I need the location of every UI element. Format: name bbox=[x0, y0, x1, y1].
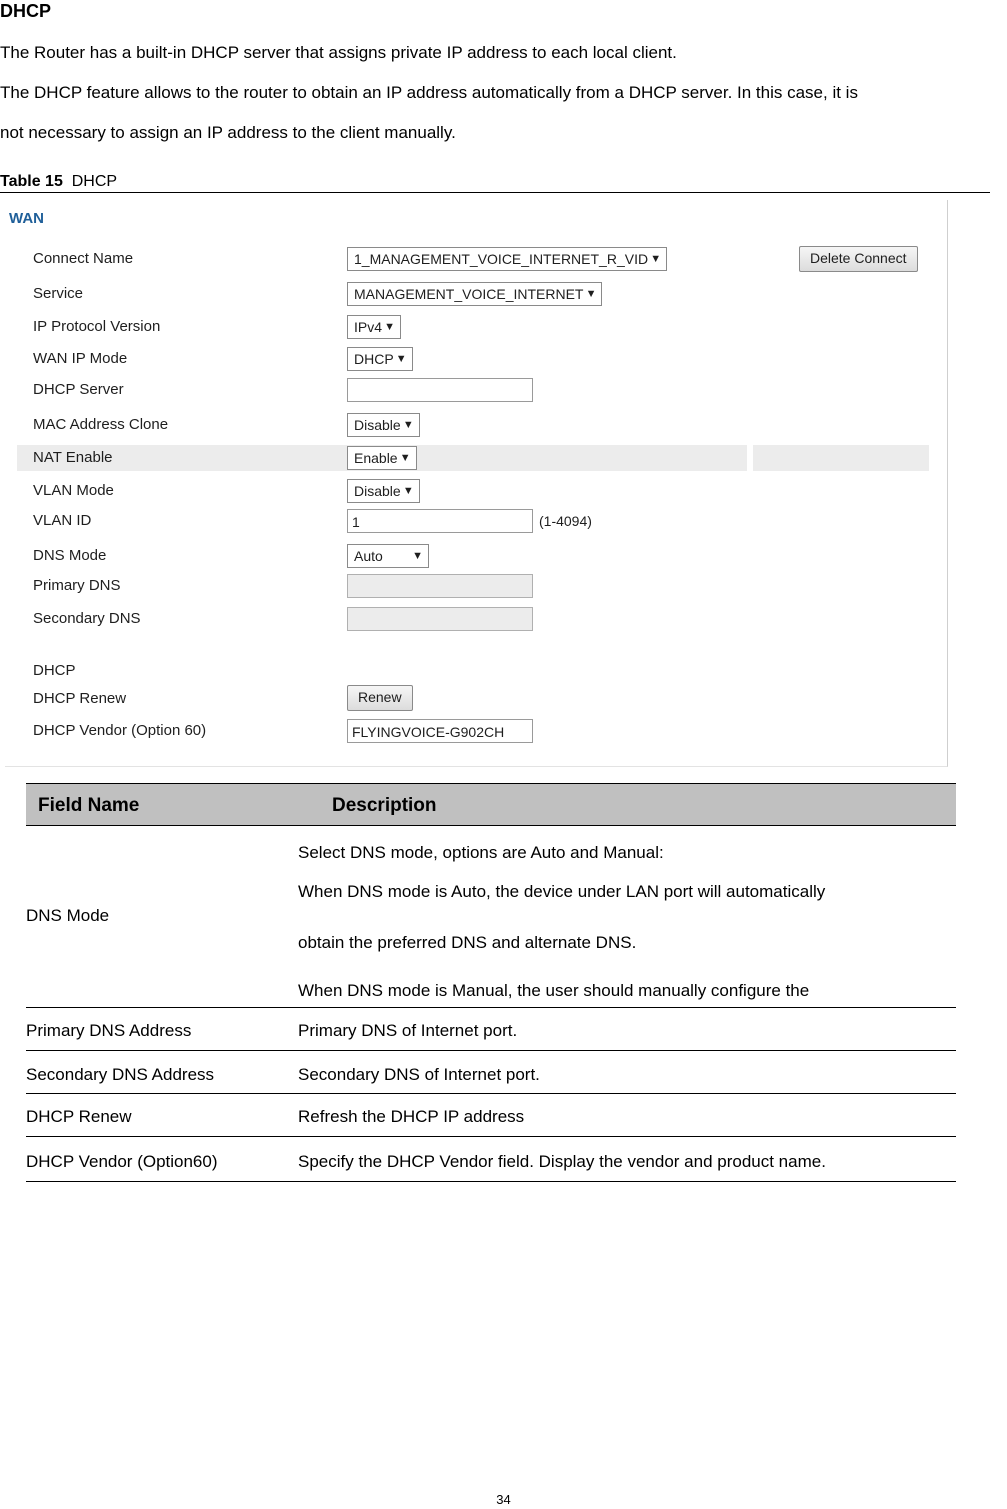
row-secondary-dns bbox=[17, 606, 935, 632]
row-dhcp-renew bbox=[17, 686, 935, 712]
description-line: Select DNS mode, options are Auto and Manual: bbox=[298, 843, 664, 862]
secondary-dns-input[interactable] bbox=[347, 607, 533, 631]
chevron-down-icon: ▼ bbox=[402, 485, 414, 497]
description-line: Secondary DNS of Internet port. bbox=[298, 1065, 540, 1084]
dhcp-vendor-input[interactable]: FLYINGVOICE-G902CH bbox=[347, 719, 533, 743]
dns-mode-select[interactable]: Auto ▼ bbox=[347, 544, 429, 568]
secondary-dns-label: Secondary DNS bbox=[33, 610, 141, 627]
dns-mode-label: DNS Mode bbox=[33, 547, 107, 564]
vlan-mode-label: VLAN Mode bbox=[33, 482, 114, 499]
row-vlan-mode bbox=[17, 478, 935, 504]
row-service bbox=[17, 281, 935, 307]
dhcp-server-input[interactable] bbox=[347, 378, 533, 402]
row-dns-mode bbox=[17, 543, 935, 569]
delete-connect-button[interactable]: Delete Connect bbox=[799, 246, 918, 272]
description-line: obtain the preferred DNS and alternate DNS. bbox=[298, 933, 637, 952]
row-vlan-id bbox=[17, 508, 935, 534]
row-primary-dns bbox=[17, 573, 935, 599]
field-name: DHCP Vendor (Option60) bbox=[26, 1152, 218, 1171]
panel-title: WAN bbox=[9, 210, 44, 227]
field-name: Secondary DNS Address bbox=[26, 1065, 215, 1084]
description-line: When DNS mode is Manual, the user should manually configure the bbox=[298, 981, 810, 1000]
table-row bbox=[26, 1094, 956, 1137]
description-table bbox=[26, 783, 956, 1182]
wan-ip-mode-select[interactable]: DHCP ▼ bbox=[347, 347, 413, 371]
ip-protocol-select[interactable]: IPv4 ▼ bbox=[347, 315, 401, 339]
header-field-name: Field Name bbox=[38, 795, 140, 816]
row-ip-protocol bbox=[17, 314, 935, 340]
intro-paragraph: not necessary to assign an IP address to the client manually. bbox=[0, 123, 456, 142]
page-number: 34 bbox=[496, 1492, 511, 1507]
row-wan-ip-mode bbox=[17, 346, 935, 372]
description-line: Refresh the DHCP IP address bbox=[298, 1107, 525, 1126]
dhcp-renew-label: DHCP Renew bbox=[33, 690, 127, 707]
nat-enable-select[interactable]: Enable ▼ bbox=[347, 446, 417, 470]
table-row bbox=[26, 1137, 956, 1182]
table-caption-label: Table 15 bbox=[0, 173, 63, 190]
description-line: Specify the DHCP Vendor field. Display the vendor and product name. bbox=[298, 1152, 826, 1171]
row-connect-name bbox=[17, 246, 935, 272]
chevron-down-icon: ▼ bbox=[395, 353, 407, 365]
row-dhcp-section bbox=[17, 658, 935, 684]
chevron-down-icon: ▼ bbox=[412, 550, 423, 562]
description-line: When DNS mode is Auto, the device under LAN port will automatically bbox=[298, 882, 826, 901]
nat-enable-label: NAT Enable bbox=[17, 445, 353, 471]
description-line: Primary DNS of Internet port. bbox=[298, 1021, 518, 1040]
table-caption bbox=[0, 174, 990, 193]
dhcp-server-label: DHCP Server bbox=[33, 381, 124, 398]
service-label: Service bbox=[33, 285, 84, 302]
renew-button[interactable]: Renew bbox=[347, 685, 413, 711]
section-heading: DHCP bbox=[0, 1, 52, 21]
service-select[interactable]: MANAGEMENT_VOICE_INTERNET ▼ bbox=[347, 282, 602, 306]
mac-clone-select[interactable]: Disable ▼ bbox=[347, 413, 420, 437]
header-description: Description bbox=[332, 795, 437, 816]
field-name: Primary DNS Address bbox=[26, 1021, 192, 1040]
table-row bbox=[26, 826, 956, 1008]
chevron-down-icon: ▼ bbox=[402, 419, 414, 431]
table-row bbox=[26, 1008, 956, 1051]
intro-paragraph: The Router has a built-in DHCP server that assigns private IP address to each local client. bbox=[0, 43, 677, 62]
ip-protocol-label: IP Protocol Version bbox=[33, 318, 161, 335]
vlan-id-label: VLAN ID bbox=[33, 512, 92, 529]
vlan-id-input[interactable]: 1 bbox=[347, 509, 533, 533]
vlan-id-range-hint: (1-4094) bbox=[539, 513, 592, 529]
chevron-down-icon: ▼ bbox=[384, 321, 396, 333]
field-name: DNS Mode bbox=[26, 906, 110, 925]
row-nat-enable bbox=[17, 445, 935, 471]
table-row bbox=[26, 1051, 956, 1094]
wan-ip-mode-label: WAN IP Mode bbox=[33, 350, 128, 367]
mac-clone-label: MAC Address Clone bbox=[33, 416, 169, 433]
dhcp-section-label: DHCP bbox=[33, 662, 76, 679]
row-dhcp-server bbox=[17, 377, 935, 403]
intro-paragraph: The DHCP feature allows to the router to obtain an IP address automatically from a DHCP server. In this case, it is bbox=[0, 83, 858, 102]
field-name: DHCP Renew bbox=[26, 1107, 132, 1126]
vlan-mode-select[interactable]: Disable ▼ bbox=[347, 479, 420, 503]
connect-name-label: Connect Name bbox=[33, 250, 134, 267]
table-header bbox=[26, 783, 956, 826]
row-filler bbox=[753, 445, 929, 471]
table-caption-title: DHCP bbox=[71, 173, 118, 190]
chevron-down-icon: ▼ bbox=[585, 288, 597, 300]
row-mac-clone bbox=[17, 412, 935, 438]
connect-name-select[interactable]: 1_MANAGEMENT_VOICE_INTERNET_R_VID ▼ bbox=[347, 247, 667, 271]
row-dhcp-vendor bbox=[17, 718, 935, 744]
primary-dns-label: Primary DNS bbox=[33, 577, 121, 594]
dhcp-vendor-label: DHCP Vendor (Option 60) bbox=[33, 722, 207, 739]
wan-settings-panel bbox=[5, 200, 948, 767]
chevron-down-icon: ▼ bbox=[399, 452, 411, 464]
chevron-down-icon: ▼ bbox=[650, 253, 662, 265]
primary-dns-input[interactable] bbox=[347, 574, 533, 598]
